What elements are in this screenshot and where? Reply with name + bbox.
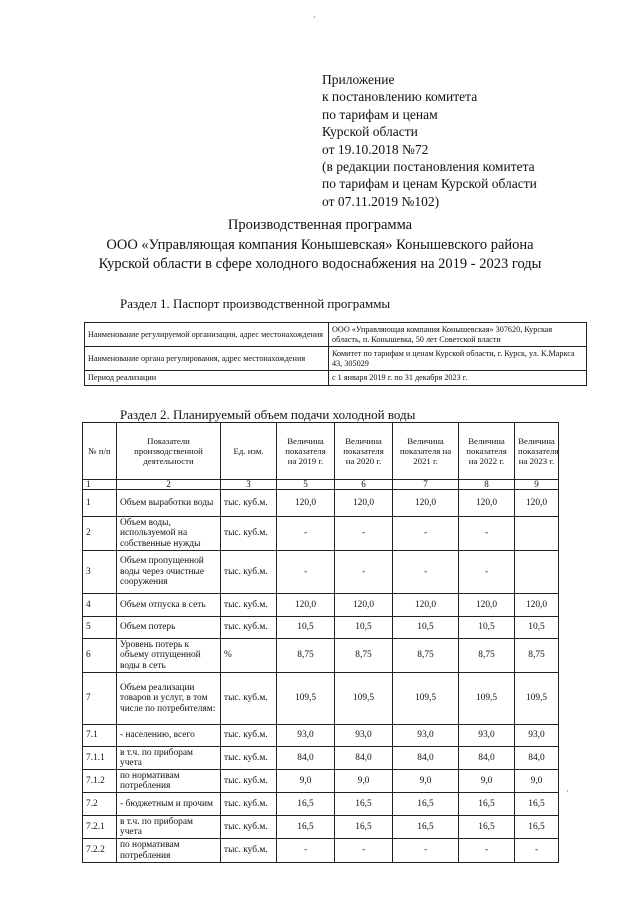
row-number: 3	[83, 551, 117, 594]
header-line: по тарифам и ценам Курской области	[322, 176, 537, 192]
value-cell: 120,0	[335, 594, 393, 617]
value-cell: 16,5	[277, 793, 335, 816]
value-cell: 120,0	[459, 594, 515, 617]
document-title	[40, 216, 600, 275]
value-cell: 16,5	[515, 816, 559, 839]
value-cell: 93,0	[277, 725, 335, 747]
value-cell: 109,5	[335, 673, 393, 725]
table-row	[83, 793, 559, 816]
row-number: 6	[83, 639, 117, 673]
row-number: 7	[83, 673, 117, 725]
passport-label: Наименование регулируемой организации, адрес местонахождения	[85, 323, 329, 347]
value-cell: 93,0	[459, 725, 515, 747]
value-cell: 109,5	[393, 673, 459, 725]
row-unit: тыс. куб.м.	[221, 490, 277, 517]
row-number: 1	[83, 490, 117, 517]
scan-speck: ·	[566, 786, 569, 796]
column-number: 5	[277, 480, 335, 490]
value-cell: 16,5	[393, 793, 459, 816]
value-cell: 109,5	[459, 673, 515, 725]
column-header: Величина показателя на 2019 г.	[277, 423, 335, 480]
value-cell: 9,0	[515, 770, 559, 793]
value-cell: -	[393, 839, 459, 863]
value-cell: 84,0	[277, 747, 335, 770]
header-line: Приложение	[322, 72, 395, 87]
row-indicator: Объем отпуска в сеть	[117, 594, 221, 617]
row-unit: тыс. куб.м.	[221, 725, 277, 747]
row-indicator: - бюджетным и прочим	[117, 793, 221, 816]
row-indicator: Объем реализации товаров и услуг, в том числе по потребителям:	[117, 673, 221, 725]
header-line: к постановлению комитета	[322, 89, 478, 105]
column-header: № п/п	[83, 423, 117, 480]
value-cell: 8,75	[335, 639, 393, 673]
row-unit: тыс. куб.м.	[221, 551, 277, 594]
table-row	[83, 594, 559, 617]
row-indicator: по нормативам потребления	[117, 770, 221, 793]
value-cell: 93,0	[335, 725, 393, 747]
table-row	[83, 517, 559, 551]
row-indicator: Уровень потерь к объему отпущенной воды в сеть	[117, 639, 221, 673]
row-unit: тыс. куб.м.	[221, 617, 277, 639]
column-number: 6	[335, 480, 393, 490]
scan-speck: ·	[313, 12, 316, 22]
column-header: Показатели производственной деятельности	[117, 423, 221, 480]
table-row	[83, 673, 559, 725]
value-cell: 84,0	[335, 747, 393, 770]
passport-label: Период реализации	[85, 371, 329, 386]
title-line: Курской области в сфере холодного водоснабжения на 2019 - 2023 годы	[98, 256, 542, 272]
table-row	[83, 551, 559, 594]
value-cell: -	[459, 839, 515, 863]
column-header: Величина показателя на 2021 г.	[393, 423, 459, 480]
value-cell: 16,5	[335, 816, 393, 839]
column-number: 7	[393, 480, 459, 490]
passport-table	[84, 322, 587, 386]
table-row	[85, 371, 587, 386]
row-unit: тыс. куб.м.	[221, 747, 277, 770]
column-header: Величина показателя на 2022 г.	[459, 423, 515, 480]
row-unit: тыс. куб.м.	[221, 793, 277, 816]
value-cell: 10,5	[459, 617, 515, 639]
header-line: по тарифам и ценам	[322, 106, 438, 122]
row-unit: тыс. куб.м.	[221, 673, 277, 725]
row-indicator: в т.ч. по приборам учета	[117, 747, 221, 770]
column-number: 9	[515, 480, 559, 490]
value-cell: -	[277, 839, 335, 863]
value-cell: -	[515, 839, 559, 863]
row-number: 7.1.1	[83, 747, 117, 770]
row-indicator: Объем воды, используемой на собственные нужды	[117, 517, 221, 551]
section1-heading: Раздел 1. Паспорт производственной программы	[120, 296, 391, 311]
column-number: 2	[117, 480, 221, 490]
value-cell: 120,0	[393, 490, 459, 517]
passport-value: Комитет по тарифам и ценам Курской области, г. Курск, ул. К.Маркса 43, 305029	[329, 347, 587, 371]
header-line: от 19.10.2018 №72	[322, 141, 429, 157]
row-unit: тыс. куб.м.	[221, 839, 277, 863]
value-cell: 120,0	[515, 490, 559, 517]
column-number: 8	[459, 480, 515, 490]
header-line: от 07.11.2019 №102)	[322, 193, 440, 209]
table-row	[83, 770, 559, 793]
header-line: Курской области	[322, 124, 418, 140]
value-cell: 120,0	[335, 490, 393, 517]
value-cell: 84,0	[515, 747, 559, 770]
table-row	[83, 617, 559, 639]
value-cell: 9,0	[393, 770, 459, 793]
table-header-row	[83, 423, 559, 480]
row-indicator: - населению, всего	[117, 725, 221, 747]
value-cell: 109,5	[277, 673, 335, 725]
value-cell: -	[393, 551, 459, 594]
column-header: Ед. изм.	[221, 423, 277, 480]
value-cell: 10,5	[335, 617, 393, 639]
value-cell: -	[335, 551, 393, 594]
title-line: Производственная программа	[227, 217, 413, 233]
value-cell: 120,0	[393, 594, 459, 617]
value-cell: 10,5	[515, 617, 559, 639]
row-number: 4	[83, 594, 117, 617]
value-cell: 16,5	[515, 793, 559, 816]
value-cell: 120,0	[277, 490, 335, 517]
value-cell: 84,0	[459, 747, 515, 770]
table-row	[83, 816, 559, 839]
column-number: 3	[221, 480, 277, 490]
appendix-header	[322, 71, 622, 210]
table-row	[83, 747, 559, 770]
row-number: 2	[83, 517, 117, 551]
value-cell: 16,5	[459, 793, 515, 816]
value-cell: 16,5	[459, 816, 515, 839]
value-cell: 120,0	[515, 594, 559, 617]
volumes-table	[82, 422, 559, 863]
passport-label: Наименование органа регулирования, адрес местонахождения	[85, 347, 329, 371]
row-unit: тыс. куб.м.	[221, 594, 277, 617]
value-cell: -	[393, 517, 459, 551]
row-indicator: в т.ч. по приборам учета	[117, 816, 221, 839]
table-row	[83, 490, 559, 517]
column-header: Величина показателя на 2020 г.	[335, 423, 393, 480]
table-row	[83, 639, 559, 673]
value-cell: 10,5	[277, 617, 335, 639]
header-line: (в редакции постановления комитета	[322, 159, 535, 175]
passport-value: с 1 января 2019 г. по 31 декабря 2023 г.	[329, 371, 587, 386]
value-cell: 93,0	[393, 725, 459, 747]
table-row	[85, 323, 587, 347]
row-indicator: Объем выработки воды	[117, 490, 221, 517]
value-cell: 8,75	[393, 639, 459, 673]
value-cell: 109,5	[515, 673, 559, 725]
value-cell: 10,5	[393, 617, 459, 639]
row-unit: тыс. куб.м.	[221, 517, 277, 551]
row-indicator: по нормативам потребления	[117, 839, 221, 863]
table-row	[83, 839, 559, 863]
row-indicator: Объем пропущенной воды через очистные сооружения	[117, 551, 221, 594]
row-number: 7.2.1	[83, 816, 117, 839]
value-cell: 8,75	[459, 639, 515, 673]
value-cell: -	[277, 517, 335, 551]
value-cell: 9,0	[459, 770, 515, 793]
passport-value: ООО «Управляющая компания Конышевская» 307620, Курская область, п. Конышевка, 50 лет Советской власти	[329, 323, 587, 347]
column-number: 1	[83, 480, 117, 490]
row-unit: %	[221, 639, 277, 673]
row-number: 7.1	[83, 725, 117, 747]
value-cell	[515, 551, 559, 594]
table-row	[85, 347, 587, 371]
value-cell: 16,5	[277, 816, 335, 839]
value-cell: 120,0	[459, 490, 515, 517]
value-cell: 8,75	[515, 639, 559, 673]
row-number: 7.2	[83, 793, 117, 816]
value-cell: -	[459, 517, 515, 551]
section2-heading: Раздел 2. Планируемый объем подачи холодной воды	[120, 407, 416, 422]
row-number: 7.1.2	[83, 770, 117, 793]
title-line: ООО «Управляющая компания Конышевская» Конышевского района	[106, 236, 534, 253]
value-cell: -	[335, 839, 393, 863]
value-cell	[515, 517, 559, 551]
column-header: Величина показателя на 2023 г.	[515, 423, 559, 480]
column-number-row	[83, 480, 559, 490]
value-cell: 16,5	[393, 816, 459, 839]
value-cell: 120,0	[277, 594, 335, 617]
value-cell: -	[335, 517, 393, 551]
value-cell: -	[459, 551, 515, 594]
value-cell: 9,0	[335, 770, 393, 793]
row-unit: тыс. куб.м.	[221, 816, 277, 839]
row-unit: тыс. куб.м.	[221, 770, 277, 793]
row-number: 5	[83, 617, 117, 639]
row-number: 7.2.2	[83, 839, 117, 863]
value-cell: 16,5	[335, 793, 393, 816]
value-cell: 8,75	[277, 639, 335, 673]
value-cell: 9,0	[277, 770, 335, 793]
row-indicator: Объем потерь	[117, 617, 221, 639]
table-row	[83, 725, 559, 747]
value-cell: 93,0	[515, 725, 559, 747]
value-cell: -	[277, 551, 335, 594]
value-cell: 84,0	[393, 747, 459, 770]
